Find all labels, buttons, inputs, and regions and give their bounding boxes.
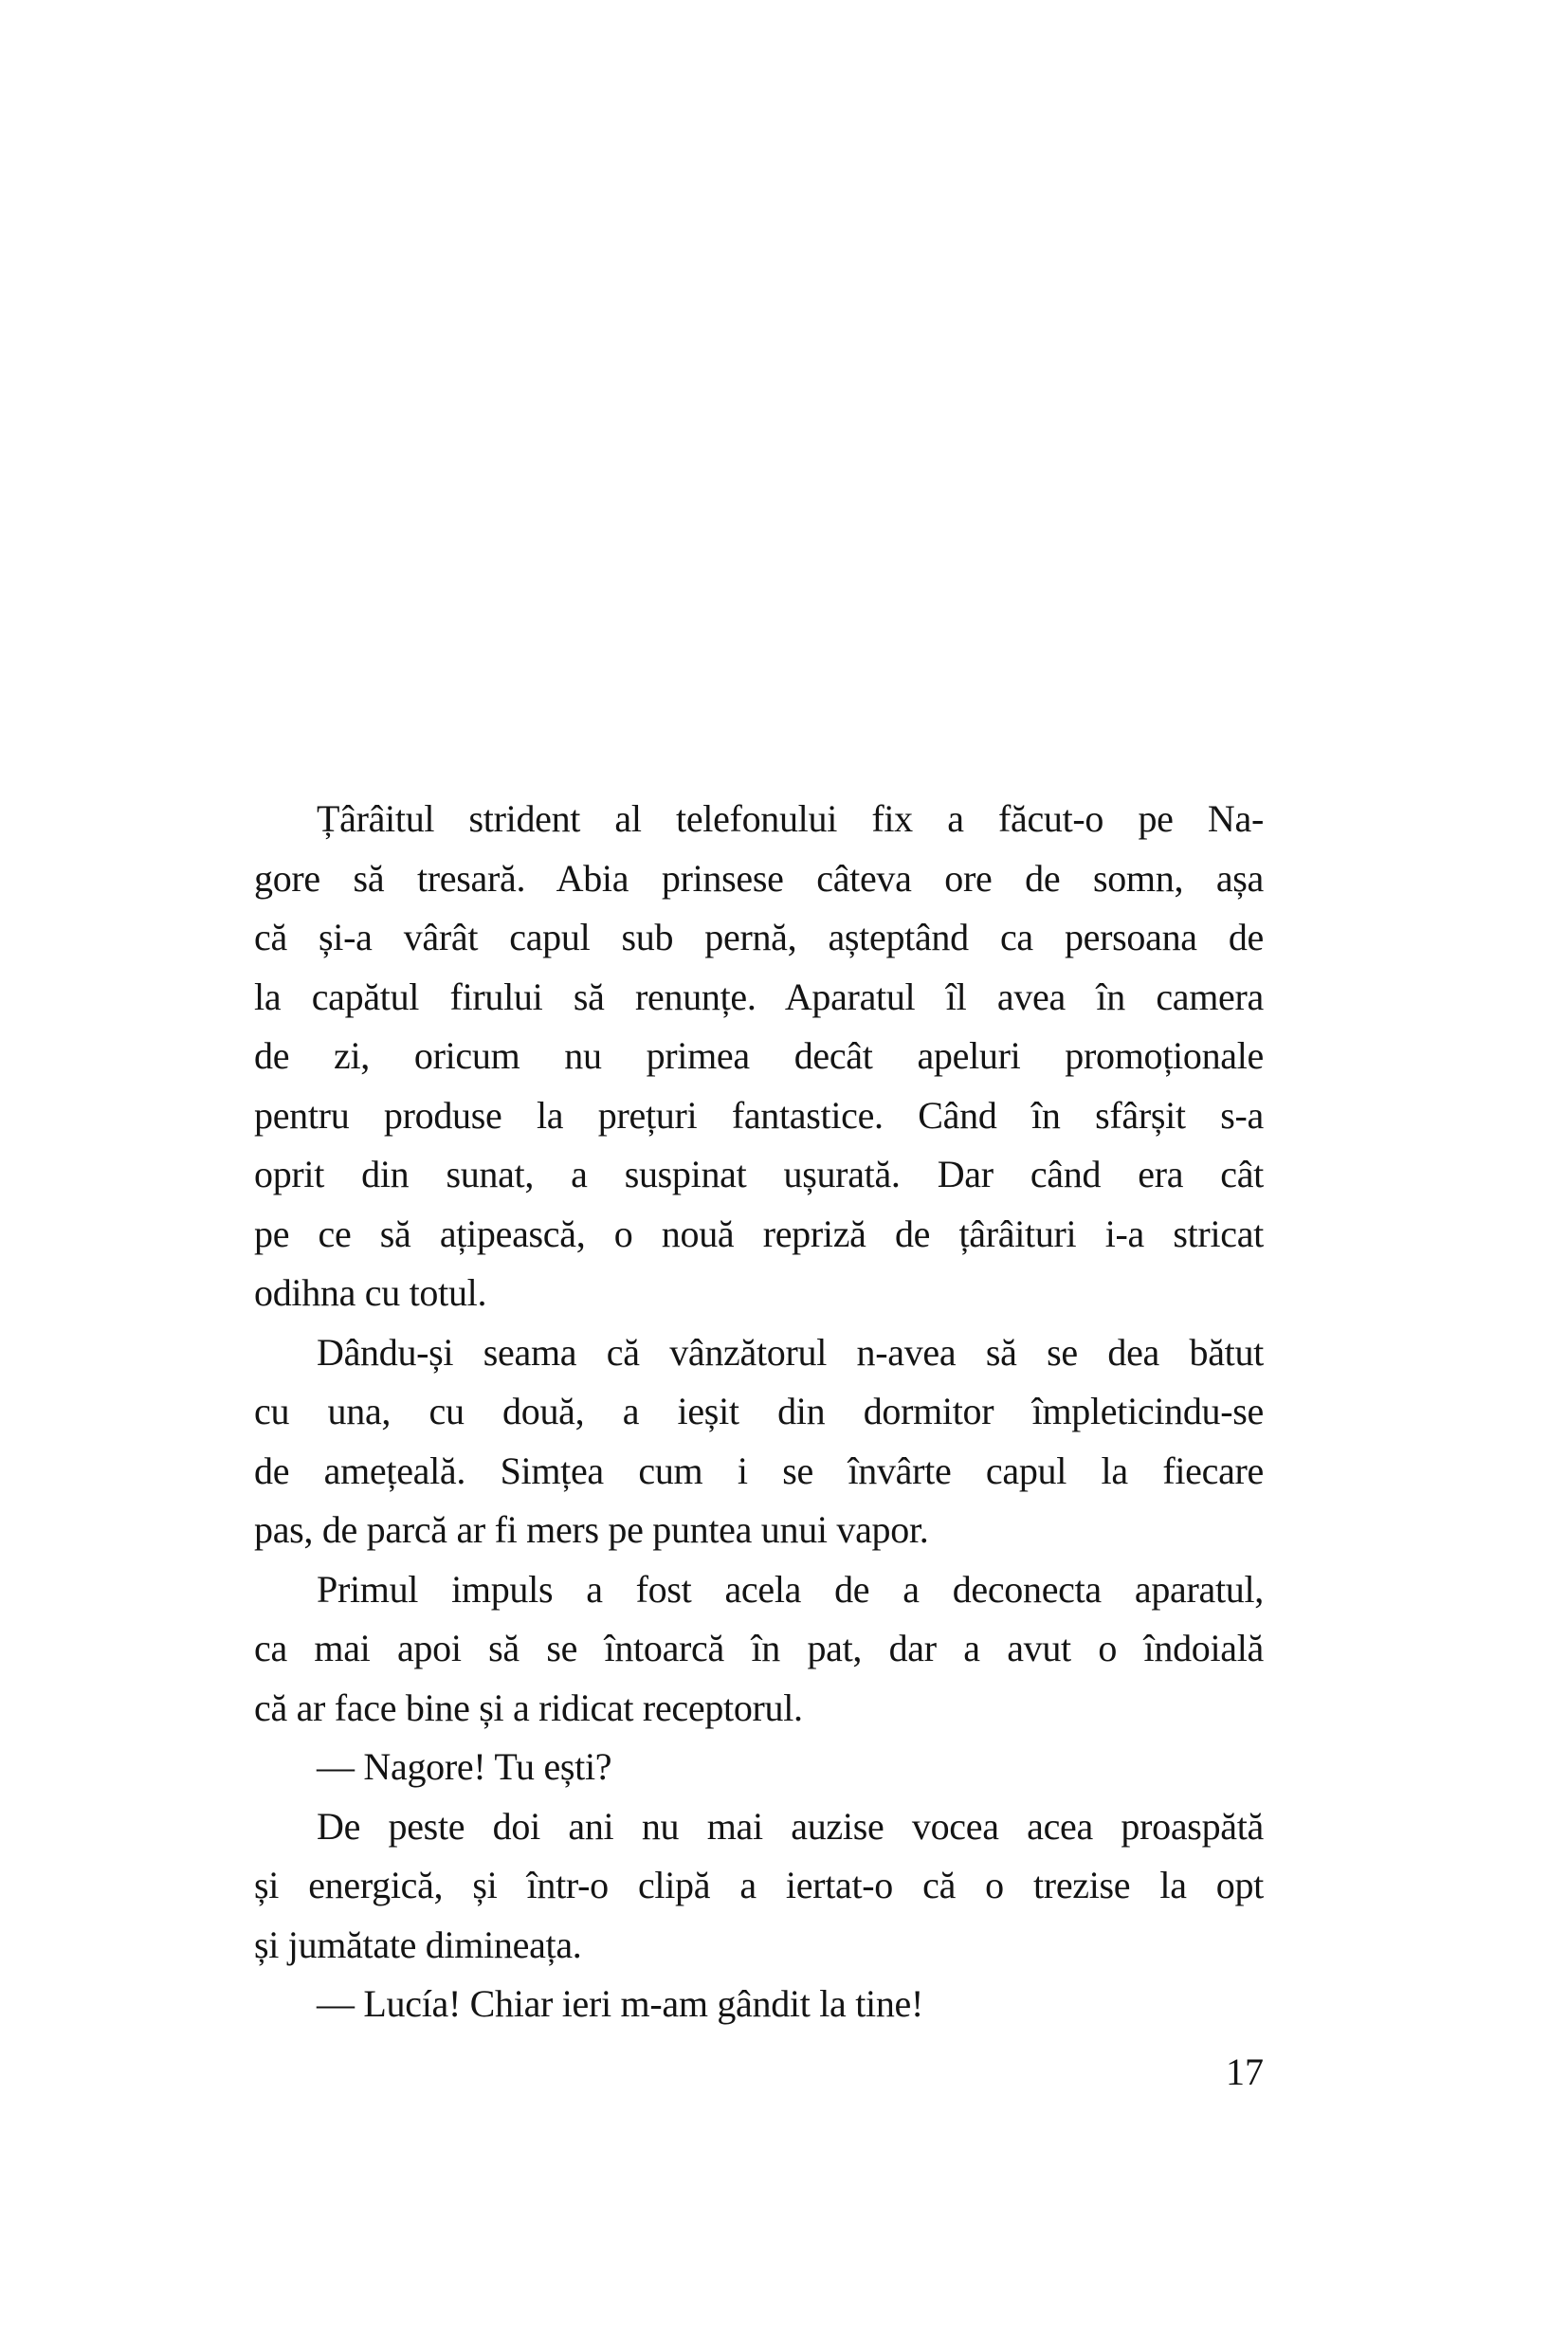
paragraph (254, 790, 1264, 1323)
text-line: de amețeală. Simțea cum i se învârte capul la fiecare (254, 1449, 1264, 1492)
text-line: Dându-și seama că vânzătorul n-avea să se dea bătut (317, 1330, 1264, 1374)
text-line: pe ce să ațipească, o nouă repriză de țârâituri i-a stricat (254, 1212, 1264, 1255)
text-line: că și-a vârât capul sub pernă, așteptând ca persoana de (254, 916, 1264, 958)
page-number: 17 (1226, 2050, 1264, 2093)
text-line: Țârâitul strident al telefonului fix a făcut-o pe Na- (317, 797, 1264, 840)
paragraph (254, 1975, 1264, 2034)
text-line: pas, de parcă ar fi mers pe puntea unui vapor. (254, 1508, 929, 1551)
paragraph (254, 1560, 1264, 1739)
text-line: de zi, oricum nu primea decât apeluri promoționale (254, 1034, 1264, 1077)
text-line: pentru produse la prețuri fantastice. Când în sfârșit s-a (254, 1093, 1264, 1137)
text-line: odihna cu totul. (254, 1271, 487, 1314)
text-line: gore să tresară. Abia prinsese câteva ore de somn, așa (254, 856, 1264, 900)
paragraph (254, 1323, 1264, 1560)
text-line: De peste doi ani nu mai auzise vocea acea proaspătă (317, 1804, 1264, 1848)
text-line: oprit din sunat, a suspinat ușurată. Dar când era cât (254, 1153, 1264, 1195)
text-line: — Nagore! Tu ești? (317, 1745, 612, 1788)
text-line: că ar face bine și a ridicat receptorul. (254, 1686, 803, 1729)
text-line: Primul impuls a fost acela de a deconecta aparatul, (317, 1567, 1264, 1611)
text-line: și energică, și într-o clipă a iertat-o că o trezise la opt (254, 1864, 1264, 1906)
text-line: cu una, cu două, a ieșit din dormitor împleticindu-se (254, 1390, 1264, 1432)
text-line: ca mai apoi să se întoarcă în pat, dar a avut o îndoială (254, 1627, 1264, 1669)
paragraph (254, 1797, 1264, 1976)
text-line: — Lucía! Chiar ieri m-am gândit la tine! (317, 1982, 923, 2025)
text-block (254, 790, 1264, 2034)
text-line: și jumătate dimineața. (254, 1923, 582, 1966)
paragraph (254, 1738, 1264, 1797)
text-line: la capătul firului să renunțe. Aparatul îl avea în camera (254, 975, 1264, 1018)
page-number-row (254, 2050, 1264, 2093)
